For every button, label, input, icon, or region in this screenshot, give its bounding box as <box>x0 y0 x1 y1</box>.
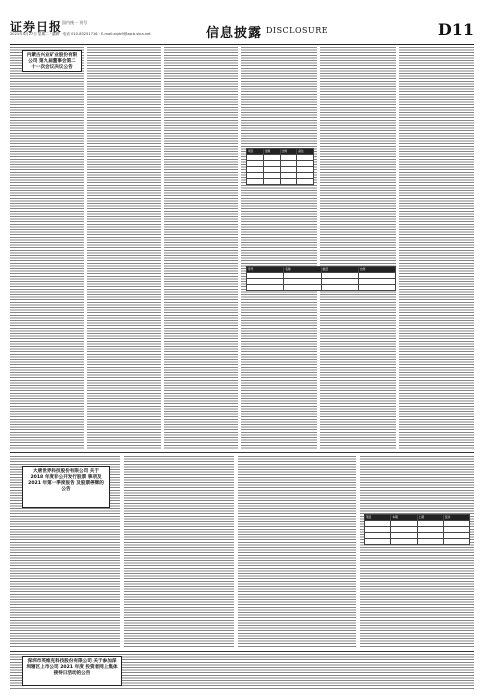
table-header-cell: 数量 <box>321 267 358 273</box>
article-column <box>360 456 474 648</box>
section-title: 信息披露 <box>206 26 263 41</box>
notice-heading: 内蒙古兴业矿业股份有限公司 第九届董事会第二十一次会议决议公告 <box>22 50 82 72</box>
newspaper-logo: 证券日报 <box>10 20 63 34</box>
table-header-cell: 序号 <box>247 267 284 273</box>
data-table <box>246 266 396 291</box>
section-divider <box>10 651 474 652</box>
notice-heading: 大唐世界科技股份有限公司 关于 2018 年度非公开发行股票 事项及 2021 年第一季度报告 及股票停牌的公告 <box>22 466 110 508</box>
masthead-meta: 2021年4月27日 星期二 · 编辑 · 电话 010-83251716 · E-mail:zqrb9@zqrb.sina.net <box>10 32 151 36</box>
page-number: D11 <box>437 20 474 39</box>
notice-heading: 深圳市英维克科技股份有限公司 关于参加深圳辖区上市公司 2021 年度 投资者网上集体接待日活动的公告 <box>22 656 122 686</box>
table-header-cell: 比例 <box>358 267 395 273</box>
article-column <box>399 47 474 449</box>
table-header-cell: 比例 <box>280 149 297 155</box>
article-column <box>10 47 84 449</box>
table-header-cell: 项目 <box>365 515 391 521</box>
section-title-en: DISCLOSURE <box>266 26 329 35</box>
article-column <box>124 456 234 648</box>
table-header-cell: 本期 <box>391 515 417 521</box>
table-header-cell: 金额 <box>263 149 280 155</box>
data-table <box>364 514 470 545</box>
masthead <box>10 18 474 44</box>
table-header-cell: 备注 <box>297 149 314 155</box>
logo-subtitle: 国内统一 刊号 <box>62 20 88 25</box>
article-column <box>87 47 161 449</box>
table-header-cell: 项目 <box>247 149 264 155</box>
table-header-cell: 名称 <box>284 267 321 273</box>
masthead-rule <box>10 44 474 45</box>
article-column <box>238 456 356 648</box>
table-header-cell: 变动 <box>443 515 469 521</box>
article-column <box>241 47 317 449</box>
article-column <box>320 47 396 449</box>
data-table <box>246 148 314 185</box>
article-column <box>164 47 238 449</box>
table-header-cell: 上期 <box>417 515 443 521</box>
section-divider <box>10 452 474 453</box>
